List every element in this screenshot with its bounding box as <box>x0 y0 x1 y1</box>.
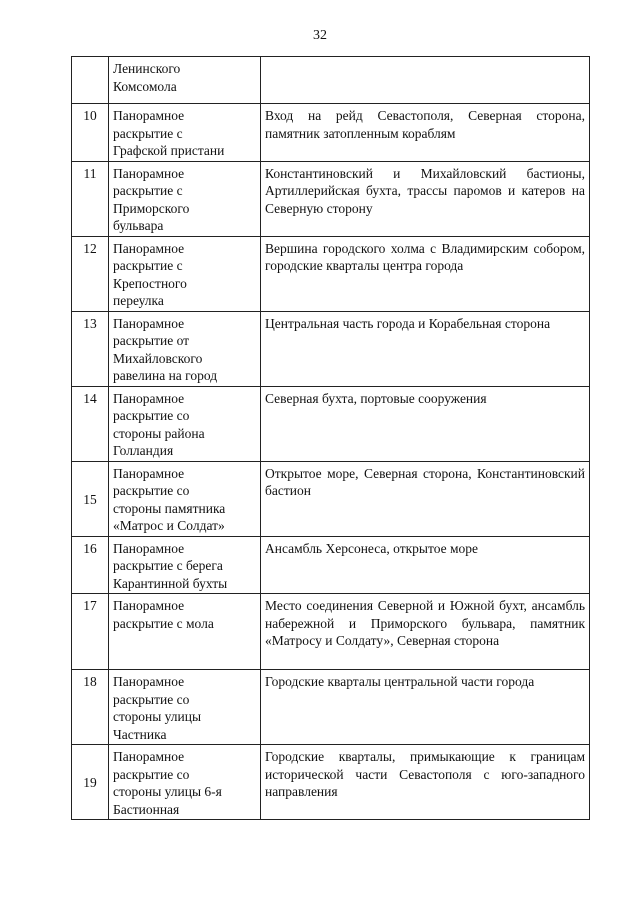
description-cell <box>261 104 590 162</box>
description-cell <box>261 161 590 236</box>
table-row <box>72 536 590 594</box>
description-cell <box>261 536 590 594</box>
description-text: Константиновский и Михайловский бастионы, Артиллерийская бухта, трассы паромов и катеров на Северную сторону <box>265 165 585 216</box>
description-text: Ансамбль Херсонеса, открытое море <box>265 540 479 556</box>
place-text: Панорамное раскрытие со стороны района Голландия <box>113 390 205 458</box>
description-cell <box>261 594 590 670</box>
row-number-cell: 19 <box>72 745 109 820</box>
row-number-cell: 18 <box>72 670 109 745</box>
place-cell <box>109 236 261 311</box>
row-number-cell: 17 <box>72 594 109 670</box>
place-cell <box>109 594 261 670</box>
place-cell <box>109 104 261 162</box>
description-cell <box>261 311 590 386</box>
page-number: 32 <box>313 28 327 43</box>
place-text: Панорамное раскрытие с Крепостного переулка <box>113 240 187 308</box>
description-cell <box>261 386 590 461</box>
place-cell <box>109 386 261 461</box>
table-row <box>72 386 590 461</box>
description-cell <box>261 670 590 745</box>
row-number-cell: 14 <box>72 386 109 461</box>
place-text: Панорамное раскрытие с Приморского бульвара <box>113 165 190 233</box>
row-number-cell: 15 <box>72 461 109 536</box>
table-row <box>72 236 590 311</box>
table-row <box>72 594 590 670</box>
description-text: Городские кварталы, примыкающие к границам исторической части Севастополя с юго-западного направления <box>265 749 585 799</box>
table-row <box>72 104 590 162</box>
row-number-cell: 13 <box>72 311 109 386</box>
description-cell <box>261 236 590 311</box>
place-cell <box>109 161 261 236</box>
table-row <box>72 670 590 745</box>
description-cell <box>261 461 590 536</box>
table-row <box>72 461 590 536</box>
place-cell <box>109 311 261 386</box>
place-text: Панорамное раскрытие с Графской пристани <box>113 108 225 158</box>
place-text: Панорамное раскрытие с берега Карантинной бухты <box>113 540 228 591</box>
row-number-cell <box>72 57 109 104</box>
place-cell <box>109 670 261 745</box>
table-row <box>72 57 590 104</box>
description-text: Городские кварталы центральной части города <box>265 674 535 689</box>
table-row <box>72 311 590 386</box>
description-text: Вершина городского холма с Владимирским собором, городские кварталы центра города <box>265 240 585 273</box>
description-text: Открытое море, Северная сторона, Константиновский бастион <box>265 465 585 498</box>
description-cell <box>261 745 590 820</box>
description-text: Северная бухта, портовые сооружения <box>265 390 487 406</box>
place-text: Панорамное раскрытие со стороны улицы 6-я Бастионная <box>113 749 222 817</box>
place-text: Панорамное раскрытие со стороны памятника «Матрос и Солдат» <box>113 465 226 533</box>
place-cell <box>109 536 261 594</box>
row-number-cell: 12 <box>72 236 109 311</box>
description-text: Центральная часть города и Корабельная сторона <box>265 315 551 331</box>
place-cell <box>109 745 261 820</box>
description-text: Место соединения Северной и Южной бухт, ансамбль набережной и Приморского бульвара, памятник «Матросу и Солдату», Северная сторона <box>265 598 585 648</box>
description-text: Вход на рейд Севастополя, Северная сторона, памятник затопленным кораблям <box>265 108 585 141</box>
viewpoints-table <box>71 56 590 820</box>
description-cell <box>261 57 590 104</box>
place-cell <box>109 461 261 536</box>
row-number-cell: 10 <box>72 104 109 162</box>
place-text: Панорамное раскрытие со стороны улицы Частника <box>113 674 202 742</box>
row-number-cell: 16 <box>72 536 109 594</box>
place-cell <box>109 57 261 104</box>
place-text: Панорамное раскрытие от Михайловского равелина на город <box>113 315 218 383</box>
table-row <box>72 161 590 236</box>
place-text: Панорамное раскрытие с мола <box>113 598 214 631</box>
row-number-cell: 11 <box>72 161 109 236</box>
place-text: Ленинского Комсомола <box>113 61 181 94</box>
table-row <box>72 745 590 820</box>
